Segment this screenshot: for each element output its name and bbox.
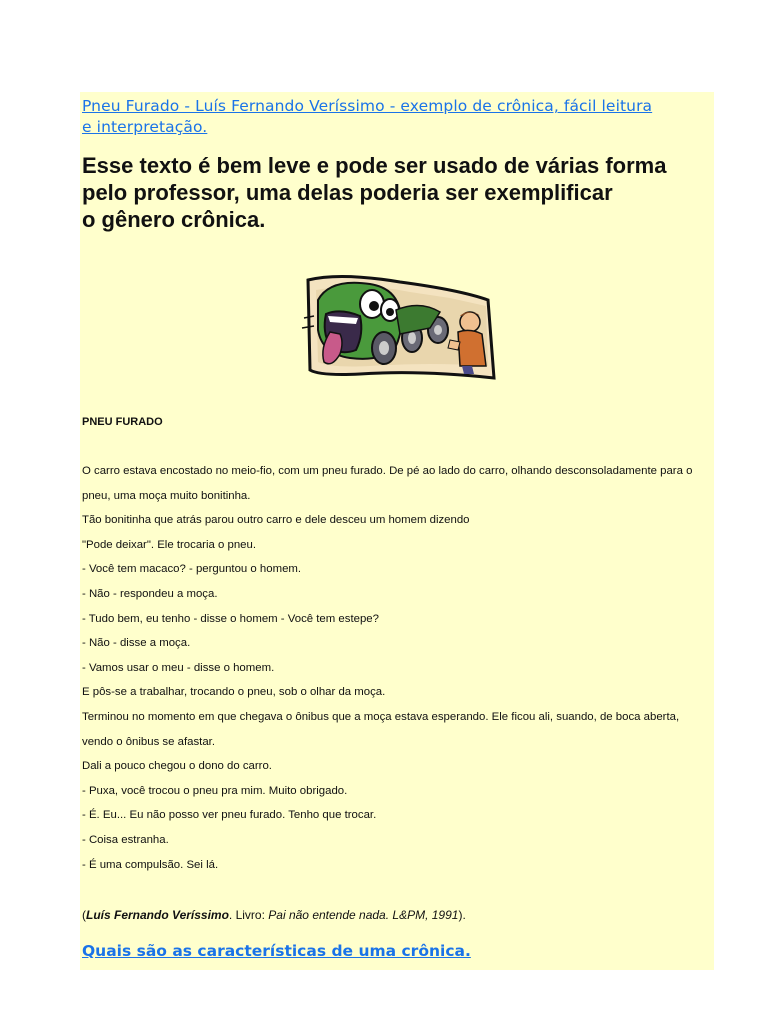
story-line: - Tudo bem, eu tenho - disse o homem - Você tem estepe? [82,612,379,625]
citation-sep: . Livro: [228,908,269,922]
citation-book: Pai não entende nada [268,908,386,922]
story-line: - Puxa, você trocou o pneu pra mim. Muito obrigado. [82,784,348,797]
story-text [82,459,712,877]
story-line: O carro estava encostado no meio-fio, com um pneu furado. De pé ao lado do carro, olhando desconsoladamente para o [82,465,693,477]
story-title: PNEU FURADO [82,416,163,428]
story-line: Dali a pouco chegou o dono do carro. [82,760,272,773]
article-title-link[interactable] [82,96,712,138]
intro-paragraph [82,152,714,233]
story-line: Tão bonitinha que atrás parou outro carro e dele desceu um homem dizendo [82,514,470,527]
intro-line: Esse texto é bem leve e pode ser usado de várias forma [82,153,667,178]
story-line: - Coisa estranha. [82,833,169,846]
citation-open: ( [82,908,86,922]
story-line: - É. Eu... Eu não posso ver pneu furado. Tenho que trocar. [82,809,377,822]
story-line: pneu, uma moça muito bonitinha. [82,489,251,502]
story-line: - Vamos usar o meu - disse o homem. [82,661,275,674]
citation-author: Luís Fernando Veríssimo [86,908,229,922]
characteristics-link[interactable]: Quais são as características de uma crônica. [82,942,471,960]
story-line: - Não - disse a moça. [82,637,191,650]
story-line: "Pode deixar". Ele trocaria o pneu. [82,538,256,551]
story-line: E pôs-se a trabalhar, trocando o pneu, sob o olhar da moça. [82,686,386,699]
story-line: - É uma compulsão. Sei lá. [82,858,219,871]
citation-close: ). [458,908,466,922]
story-line: vendo o ônibus se afastar. [82,735,215,748]
citation-publisher: . L&PM, 1991 [385,908,459,922]
title-link-line1[interactable]: Pneu Furado - Luís Fernando Veríssimo - exemplo de crônica, fácil leitura [82,97,653,115]
intro-line: pelo professor, uma delas poderia ser exemplificar [82,180,613,205]
title-link-line2[interactable]: e interpretação. [82,118,208,136]
cartoon-flat-tire-illustration [300,270,496,382]
story-line: - Não - respondeu a moça. [82,587,218,600]
story-line: Terminou no momento em que chegava o ônibus que a moça estava esperando. Ele ficou ali, suando, de boca aberta, [82,710,680,723]
story-line: - Você tem macaco? - perguntou o homem. [82,563,302,576]
intro-line: o gênero crônica. [82,207,266,232]
citation [82,908,466,922]
